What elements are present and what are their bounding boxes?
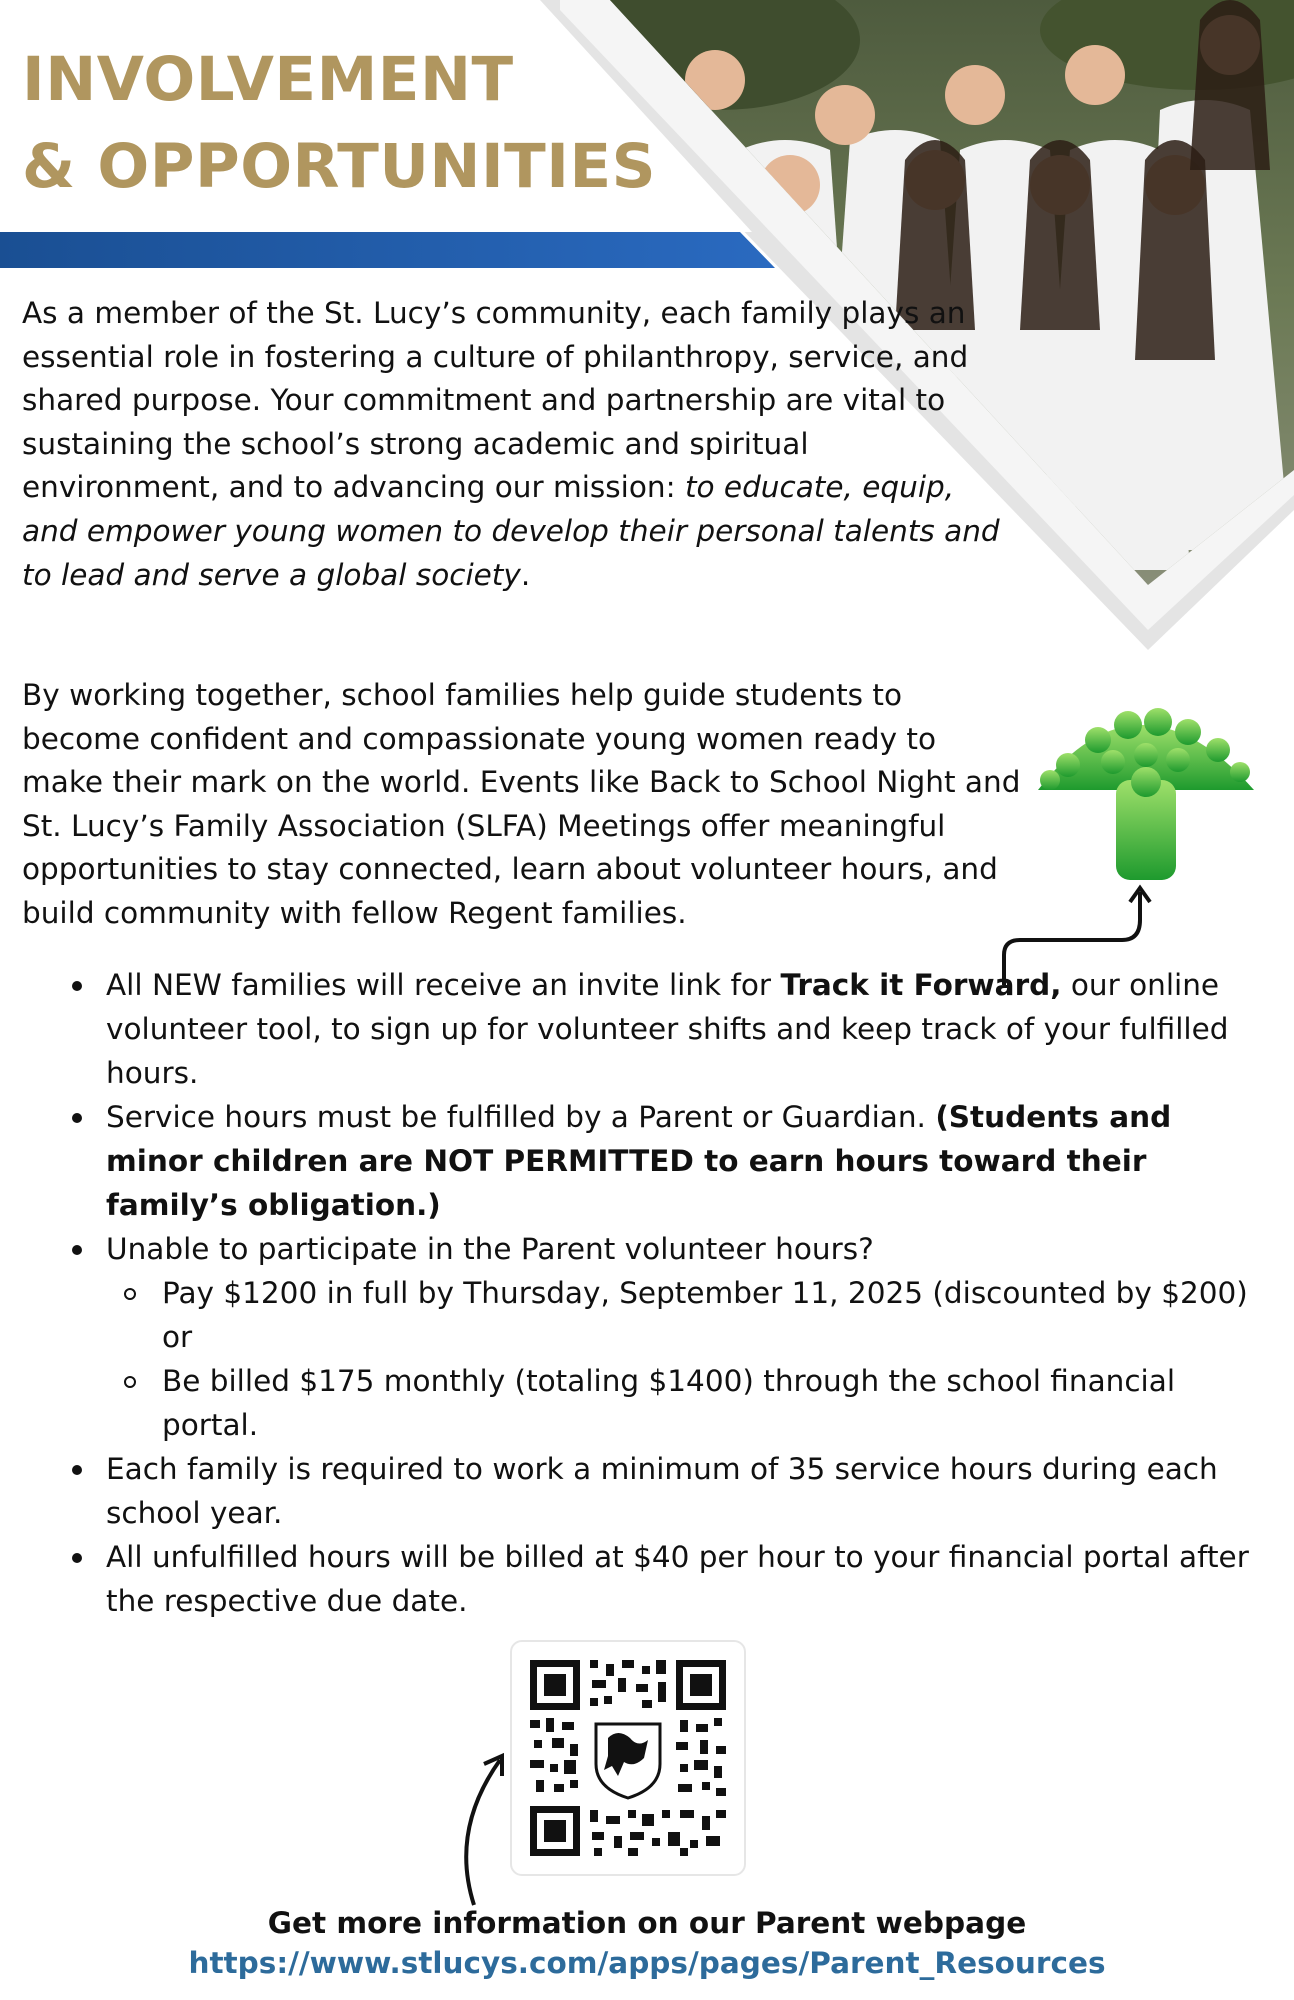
intro-end: . (520, 557, 531, 592)
list-item (66, 1227, 1266, 1447)
bullet-2-text: Service hours must be fulfilled by a Parent or Guardian. (106, 1100, 936, 1134)
bullet-2-bold: (Students and minor children are NOT PERMITTED to earn hours toward their family’s obligation.) (106, 1100, 1172, 1222)
list-item: All unfulfilled hours will be billed at $40 per hour to your financial portal after the respective due date. (66, 1535, 1266, 1623)
list-item (66, 963, 1266, 1095)
community-tree-icon (1028, 680, 1264, 885)
list-item: Pay $1200 in full by Thursday, September 11, 2025 (discounted by $200) or (106, 1271, 1266, 1359)
payment-options (106, 1271, 1266, 1447)
arrow-to-qr-icon (440, 1740, 520, 1910)
intro-text: As a member of the St. Lucy’s community, each family plays an essential role in fostering a culture of philanthropy, service, and shared purpose. Your commitment and partnership are vital to sustaining the school’s strong academic and spiritual environment, and to advancing our mission: (22, 296, 969, 505)
page-title (22, 36, 656, 210)
title-line-1: INVOLVEMENT (22, 44, 514, 115)
track-it-forward-label: Track it Forward, (780, 968, 1062, 1002)
mission-statement: to educate, equip, and empower young women to develop their personal talents and to lead and serve a global society (22, 470, 1000, 592)
list-item: Be billed $175 monthly (totaling $1400) through the school financial portal. (106, 1359, 1266, 1447)
bullet-1-text: All NEW families will receive an invite link for (106, 968, 781, 1002)
list-item (66, 1095, 1266, 1227)
parent-webpage-link[interactable]: https://www.stlucys.com/apps/pages/Parent_Resources (188, 1946, 1106, 1980)
qr-code-card[interactable] (510, 1640, 746, 1876)
footer-heading: Get more information on our Parent webpage (267, 1906, 1027, 1940)
title-line-2: & OPPORTUNITIES (22, 131, 657, 202)
volunteer-bullets (66, 963, 1266, 1623)
bullet-3-text: Unable to participate in the Parent volunteer hours? (106, 1232, 874, 1266)
list-item: Each family is required to work a minimum of 35 service hours during each school year. (66, 1447, 1266, 1535)
intro-paragraph (22, 292, 1012, 597)
qr-code-icon (530, 1660, 726, 1856)
bullet-1-rest: our online volunteer tool, to sign up for volunteer shifts and keep track of your fulfilled hours. (106, 968, 1229, 1090)
community-paragraph: By working together, school families help guide students to become confident and compassionate young women ready to make their mark on the world. Events like Back to School Night and St. Lucy’s Family Association (SLFA) Meetings offer meaningful opportunities to stay connected, learn about volunteer hours, and build community with fellow Regent families. (22, 678, 1021, 930)
